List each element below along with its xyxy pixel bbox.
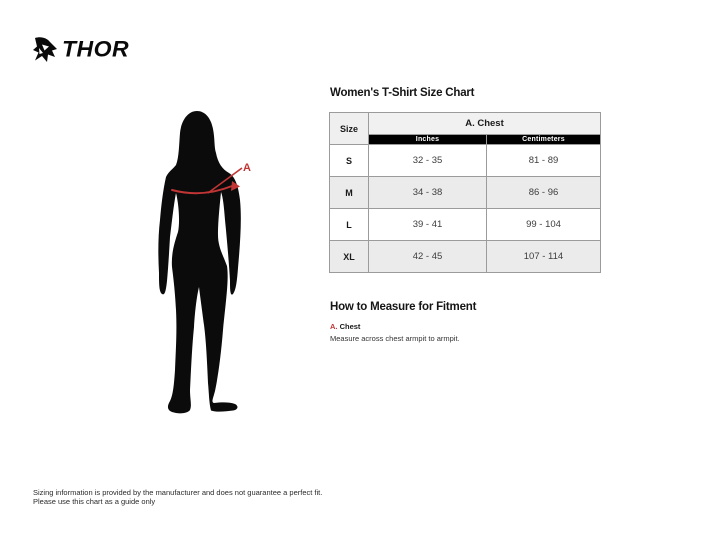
size-cell: XL [330, 241, 369, 273]
table-row-s [330, 145, 601, 177]
centimeters-cell: 107 - 114 [487, 241, 601, 273]
centimeters-cell: 99 - 104 [487, 209, 601, 241]
inches-cell: 32 - 35 [369, 145, 487, 177]
disclaimer-line-1: Sizing information is provided by the manufacturer and does not guarantee a perfect fit. [33, 488, 323, 497]
inches-cell: 34 - 38 [369, 177, 487, 209]
inches-cell: 42 - 45 [369, 241, 487, 273]
measure-item-key: A. [330, 322, 338, 331]
inches-subheader: Inches [369, 135, 487, 145]
size-cell: M [330, 177, 369, 209]
size-chart-title: Women's T-Shirt Size Chart [330, 87, 475, 99]
table-row-l [330, 209, 601, 241]
how-to-measure-title: How to Measure for Fitment [330, 301, 477, 313]
annotation-label-a: A [243, 162, 251, 174]
table-row-m [330, 177, 601, 209]
disclaimer [33, 488, 322, 506]
disclaimer-line-2: Please use this chart as a guide only [33, 497, 156, 506]
thor-helmet-icon [32, 36, 59, 63]
table-row-xl [330, 241, 601, 273]
measure-item-name: Chest [339, 322, 361, 331]
inches-cell: 39 - 41 [369, 209, 487, 241]
brand-logo [32, 36, 129, 63]
centimeters-cell: 86 - 96 [487, 177, 601, 209]
size-chart-table [329, 112, 601, 273]
measure-item-chest [330, 322, 460, 343]
measure-item-heading [330, 322, 460, 331]
brand-logo-text: THOR [62, 36, 130, 62]
size-cell: L [330, 209, 369, 241]
centimeters-cell: 81 - 89 [487, 145, 601, 177]
measure-item-description: Measure across chest armpit to armpit. [330, 334, 460, 343]
size-cell: S [330, 145, 369, 177]
chest-group-header: A. Chest [369, 113, 601, 135]
centimeters-subheader: Centimeters [487, 135, 601, 145]
measurement-figure [130, 85, 300, 445]
woman-silhouette [158, 111, 240, 413]
size-column-header: Size [330, 113, 369, 145]
